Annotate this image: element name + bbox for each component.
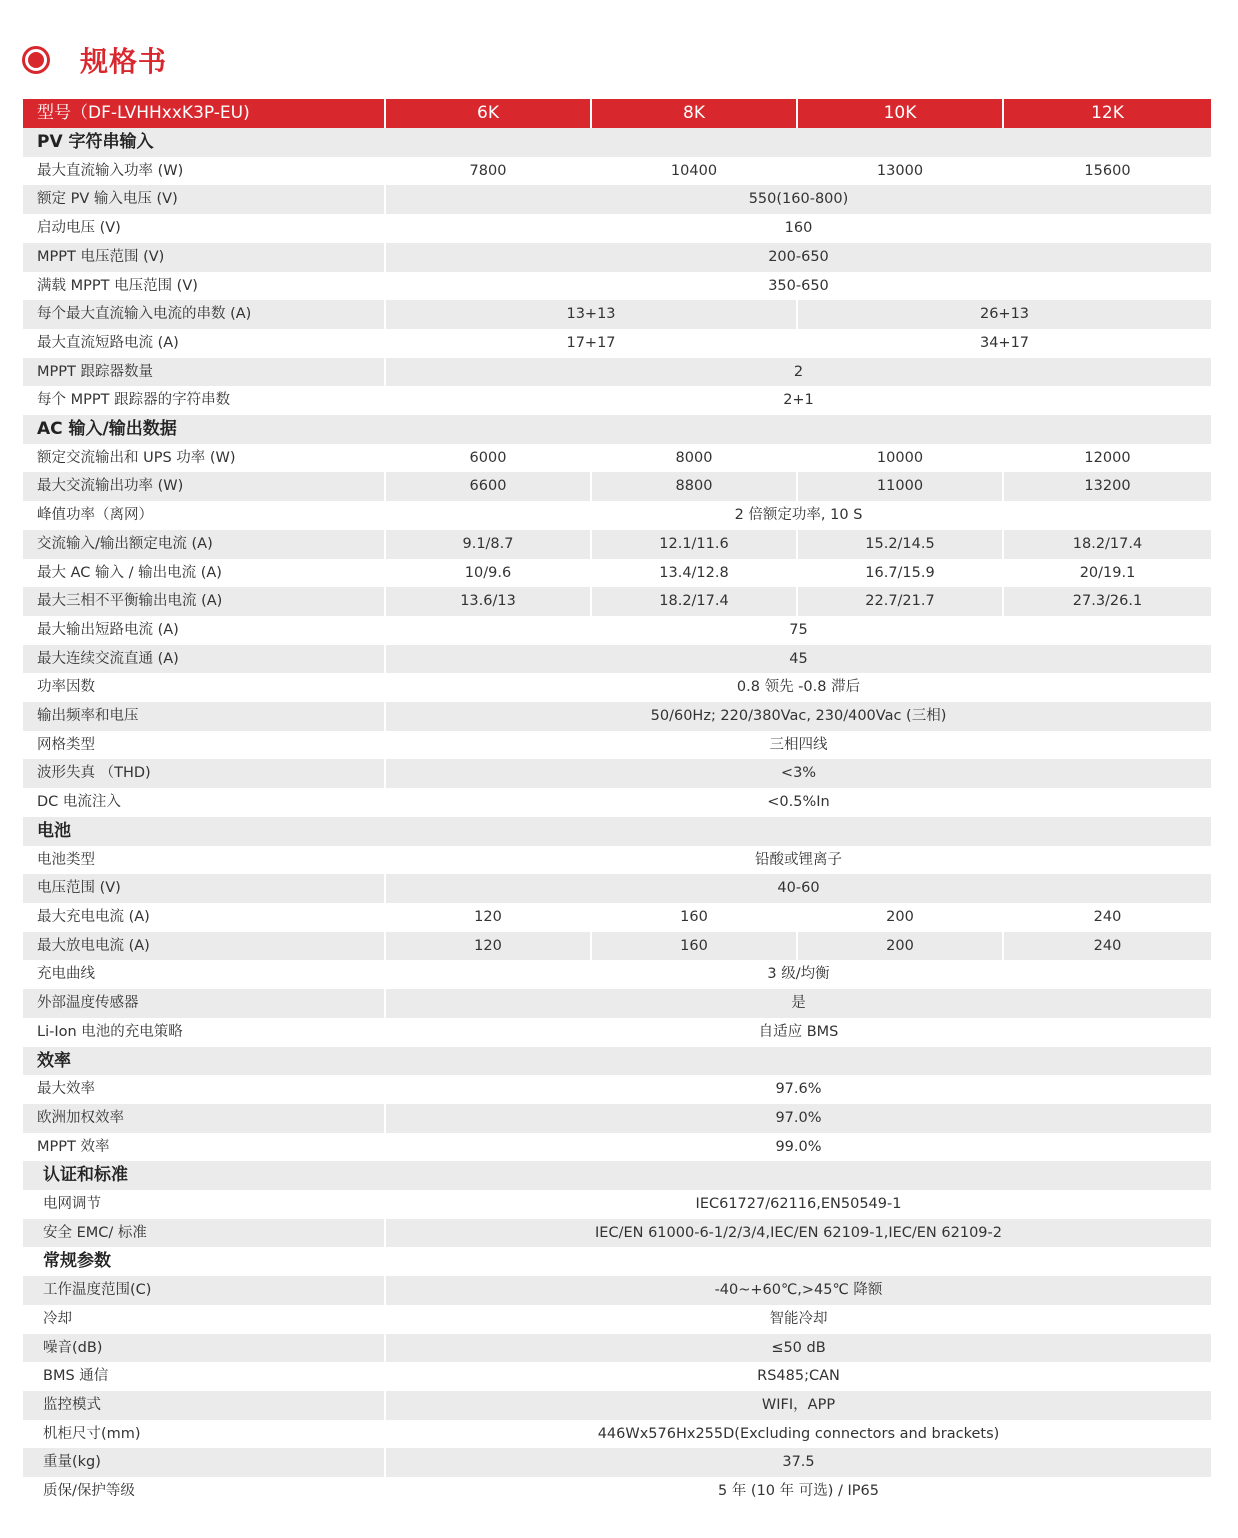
row-value: 13.4/12.8	[591, 559, 797, 588]
row-value: -40~+60℃,>45℃ 降额	[385, 1276, 1211, 1305]
row-value: 0.8 领先 -0.8 滞后	[385, 673, 1211, 702]
section-title: 电池	[23, 817, 1211, 846]
row-label: 额定交流输出和 UPS 功率 (W)	[37, 449, 236, 466]
section-title: 常规参数	[43, 1251, 111, 1272]
row-value: 10/9.6	[385, 559, 591, 588]
row-value: 13000	[797, 157, 1003, 186]
table-row	[23, 358, 1211, 387]
radio-circle-icon	[22, 46, 50, 74]
header-6k: 6K	[385, 99, 591, 128]
row-value: 160	[591, 932, 797, 961]
table-row	[23, 272, 1211, 301]
row-value: 200-650	[385, 243, 1211, 272]
row-label: 最大充电电流 (A)	[37, 908, 150, 925]
spec-table-body	[23, 128, 1211, 1506]
row-value: 11000	[797, 472, 1003, 501]
table-row	[23, 1334, 1211, 1363]
table-row	[23, 501, 1211, 530]
row-label: 监控模式	[23, 1391, 385, 1420]
row-value: 6000	[385, 444, 591, 473]
row-value: 97.6%	[385, 1075, 1211, 1104]
row-label: 电压范围 (V)	[23, 874, 385, 903]
row-value: 5 年 (10 年 可选) / IP65	[385, 1477, 1211, 1506]
table-row	[23, 1219, 1211, 1248]
table-row	[23, 989, 1211, 1018]
table-row	[23, 731, 1211, 760]
table-row	[23, 444, 1211, 473]
row-label: MPPT 效率	[37, 1138, 110, 1155]
row-value: IEC/EN 61000-6-1/2/3/4,IEC/EN 62109-1,IEC/EN 62109-2	[385, 1219, 1211, 1248]
row-label: 每个 MPPT 跟踪器的字符串数	[37, 392, 231, 409]
row-value: 550(160-800)	[385, 185, 1211, 214]
row-value: 智能冷却	[385, 1305, 1211, 1334]
row-value: 13200	[1003, 472, 1211, 501]
section-header-row	[23, 817, 1211, 846]
row-value: 200	[797, 932, 1003, 961]
table-row	[23, 903, 1211, 932]
row-value: 120	[385, 903, 591, 932]
row-label: 最大 AC 输入 / 输出电流 (A)	[37, 564, 222, 581]
row-value: WIFI，APP	[385, 1391, 1211, 1420]
table-row	[23, 1190, 1211, 1219]
row-label: 满载 MPPT 电压范围 (V)	[37, 277, 198, 294]
section-title: 效率	[23, 1047, 1211, 1076]
row-label: 最大交流输出功率 (W)	[23, 472, 385, 501]
row-value: 10400	[591, 157, 797, 186]
table-row	[23, 788, 1211, 817]
row-value: 是	[385, 989, 1211, 1018]
row-value: IEC61727/62116,EN50549-1	[385, 1190, 1211, 1219]
table-row	[23, 673, 1211, 702]
row-value: 99.0%	[385, 1133, 1211, 1162]
table-row	[23, 329, 1211, 358]
row-label: 交流输入/输出额定电流 (A)	[23, 530, 385, 559]
row-label: 充电曲线	[37, 966, 95, 983]
row-label: 外部温度传感器	[23, 989, 385, 1018]
table-row	[23, 214, 1211, 243]
table-row	[23, 932, 1211, 961]
row-value: 20/19.1	[1003, 559, 1211, 588]
table-row	[23, 587, 1211, 616]
row-value: 160	[591, 903, 797, 932]
page-title: 规格书	[80, 45, 168, 78]
table-row	[23, 1133, 1211, 1162]
table-row	[23, 386, 1211, 415]
row-value: 120	[385, 932, 591, 961]
row-value: 13+13	[385, 300, 797, 329]
row-label: Li-Ion 电池的充电策略	[37, 1023, 183, 1040]
table-row	[23, 530, 1211, 559]
section-title: PV 字符串输入	[23, 128, 1211, 157]
table-row	[23, 157, 1211, 186]
table-row	[23, 846, 1211, 875]
table-row	[23, 1104, 1211, 1133]
row-value: 34+17	[797, 329, 1211, 358]
row-value: 13.6/13	[385, 587, 591, 616]
row-label: 冷却	[43, 1310, 72, 1327]
table-row	[23, 243, 1211, 272]
row-value: 铅酸或锂离子	[385, 846, 1211, 875]
row-value: 10000	[797, 444, 1003, 473]
section-header-row	[23, 128, 1211, 157]
row-value: 12.1/11.6	[591, 530, 797, 559]
row-value: 446Wx576Hx255D(Excluding connectors and brackets)	[385, 1420, 1211, 1449]
section-header-row	[23, 1247, 1211, 1276]
table-row	[23, 472, 1211, 501]
table-row	[23, 300, 1211, 329]
row-value: 27.3/26.1	[1003, 587, 1211, 616]
row-label: 工作温度范围(C)	[23, 1276, 385, 1305]
table-row	[23, 759, 1211, 788]
page-header	[22, 40, 167, 80]
table-row	[23, 1477, 1211, 1506]
row-value: 26+13	[797, 300, 1211, 329]
table-row	[23, 1075, 1211, 1104]
section-header-row	[23, 1047, 1211, 1076]
table-row	[23, 1276, 1211, 1305]
row-label: 最大直流输入功率 (W)	[37, 162, 184, 179]
table-row	[23, 1362, 1211, 1391]
row-label: 最大连续交流直通 (A)	[23, 645, 385, 674]
row-value: 自适应 BMS	[385, 1018, 1211, 1047]
header-10k: 10K	[797, 99, 1003, 128]
section-header-row	[23, 1161, 1211, 1190]
row-value: 9.1/8.7	[385, 530, 591, 559]
table-row	[23, 185, 1211, 214]
row-label: 额定 PV 输入电压 (V)	[23, 185, 385, 214]
row-value: 45	[385, 645, 1211, 674]
row-value: 12000	[1003, 444, 1211, 473]
row-value: 160	[385, 214, 1211, 243]
header-12k: 12K	[1003, 99, 1211, 128]
header-model: 型号（DF-LVHHxxK3P-EU)	[23, 99, 385, 128]
row-label: 网格类型	[37, 736, 95, 753]
row-value: 三相四线	[385, 731, 1211, 760]
row-label: 欧洲加权效率	[23, 1104, 385, 1133]
row-value: 97.0%	[385, 1104, 1211, 1133]
row-label: 电网调节	[43, 1196, 101, 1213]
row-value: RS485;CAN	[385, 1362, 1211, 1391]
table-row	[23, 960, 1211, 989]
row-value: 2	[385, 358, 1211, 387]
row-value: 8000	[591, 444, 797, 473]
row-value: 18.2/17.4	[591, 587, 797, 616]
row-value: 50/60Hz; 220/380Vac, 230/400Vac (三相)	[385, 702, 1211, 731]
row-value: 75	[385, 616, 1211, 645]
row-label: 波形失真 （THD)	[23, 759, 385, 788]
table-row	[23, 702, 1211, 731]
row-label: 安全 EMC/ 标准	[23, 1219, 385, 1248]
section-title: AC 输入/输出数据	[23, 415, 1211, 444]
row-label: 机柜尺寸(mm)	[43, 1425, 141, 1442]
table-row	[23, 1448, 1211, 1477]
header-8k: 8K	[591, 99, 797, 128]
row-label: 启动电压 (V)	[37, 220, 121, 237]
table-row	[23, 559, 1211, 588]
section-title: 认证和标准	[23, 1161, 1211, 1190]
row-value: 200	[797, 903, 1003, 932]
row-label: 重量(kg)	[23, 1448, 385, 1477]
row-label: 功率因数	[37, 679, 95, 696]
row-value: 7800	[385, 157, 591, 186]
row-label: 电池类型	[37, 851, 95, 868]
row-label: 噪音(dB)	[23, 1334, 385, 1363]
row-value: 15600	[1003, 157, 1211, 186]
table-row	[23, 616, 1211, 645]
row-value: 2 倍额定功率, 10 S	[385, 501, 1211, 530]
spec-table	[23, 99, 1211, 1506]
row-value: 37.5	[385, 1448, 1211, 1477]
row-label: DC 电流注入	[37, 794, 121, 811]
row-value: 2+1	[385, 386, 1211, 415]
row-label: BMS 通信	[43, 1368, 109, 1385]
row-value: 3 级/均衡	[385, 960, 1211, 989]
table-row	[23, 1018, 1211, 1047]
row-label: 最大放电电流 (A)	[23, 932, 385, 961]
row-value: 17+17	[385, 329, 797, 358]
row-label: 最大直流短路电流 (A)	[37, 334, 179, 351]
table-row	[23, 874, 1211, 903]
row-label: 最大输出短路电流 (A)	[37, 621, 179, 638]
row-value: <3%	[385, 759, 1211, 788]
row-value: 16.7/15.9	[797, 559, 1003, 588]
row-value: ≤50 dB	[385, 1334, 1211, 1363]
row-value: 6600	[385, 472, 591, 501]
table-row	[23, 1391, 1211, 1420]
row-value: <0.5%In	[385, 788, 1211, 817]
row-label: MPPT 电压范围 (V)	[23, 243, 385, 272]
row-label: 质保/保护等级	[43, 1483, 135, 1500]
row-value: 240	[1003, 932, 1211, 961]
table-row	[23, 1420, 1211, 1449]
row-label: 最大三相不平衡输出电流 (A)	[23, 587, 385, 616]
row-value: 8800	[591, 472, 797, 501]
row-label: 每个最大直流输入电流的串数 (A)	[23, 300, 385, 329]
row-value: 350-650	[385, 272, 1211, 301]
table-row	[23, 1305, 1211, 1334]
row-value: 40-60	[385, 874, 1211, 903]
row-label: 最大效率	[37, 1081, 95, 1098]
row-label: 输出频率和电压	[23, 702, 385, 731]
section-header-row	[23, 415, 1211, 444]
row-value: 22.7/21.7	[797, 587, 1003, 616]
row-value: 18.2/17.4	[1003, 530, 1211, 559]
row-value: 240	[1003, 903, 1211, 932]
row-label: 峰值功率（离网）	[37, 507, 153, 524]
row-value: 15.2/14.5	[797, 530, 1003, 559]
table-header-row	[23, 99, 1211, 128]
table-row	[23, 645, 1211, 674]
row-label: MPPT 跟踪器数量	[23, 358, 385, 387]
